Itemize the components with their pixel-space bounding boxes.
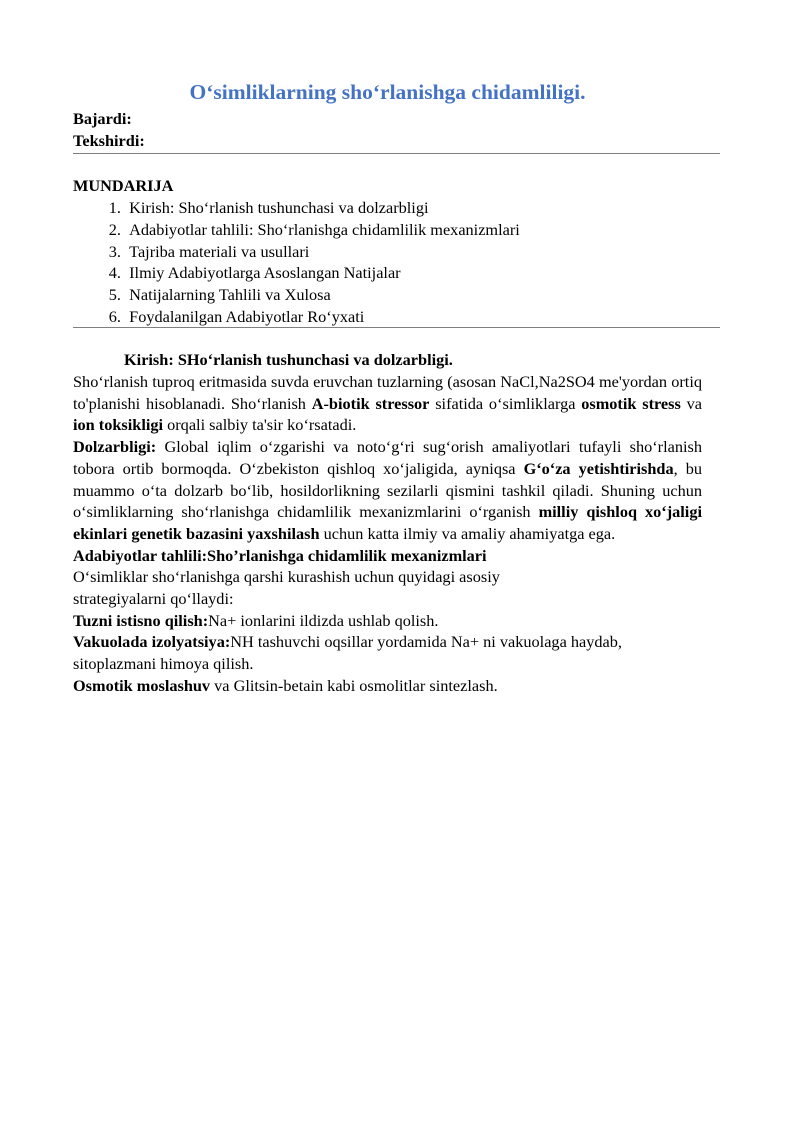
bold-term: milliy qishloq xo‘jaligi ekinlari genetik bazasini yaxshilash: [73, 502, 702, 543]
toc-item-text: Kirish: Sho‘rlanish tushunchasi va dolzarbligi: [129, 198, 429, 218]
bold-term: A-biotik stressor: [311, 393, 430, 413]
text-run: , bu muammo o‘ta dolzarb bo‘lib, hosildorlikning sezilarli qismini tashkil qiladi. Shuning uchun o‘simliklarning sho‘rlanishga chidamlilik mexanizmlarini o‘rganish: [73, 458, 702, 522]
toc-item: [73, 284, 702, 306]
text-run: va: [680, 393, 702, 413]
text-run: uchun katta ilmiy va amaliy ahamiyatga ega.: [319, 523, 616, 543]
spacer: [73, 154, 702, 175]
text-run: sifatida o‘simliklarga: [429, 393, 582, 413]
mechanism-label: Tuzni istisno qilish:: [73, 610, 209, 630]
bold-term: Dolzarbligi:: [73, 437, 157, 457]
toc-item: [73, 241, 702, 263]
document-title: O‘simliklarning sho‘rlanishga chidamliligi.: [189, 80, 586, 104]
bold-term: G‘o‘za yetishtirishda: [523, 458, 674, 478]
toc-item-text: Foydalanilgan Adabiyotlar Ro‘yxati: [129, 306, 365, 326]
table-of-contents: [73, 197, 702, 327]
intro-heading: Kirish: SHo‘rlanish tushunchasi va dolzarbligi.: [124, 350, 453, 370]
intro-paragraph: [73, 371, 702, 436]
toc-item-number: 6.: [108, 306, 121, 326]
mechanism-text: Na+ ionlarini ildizda ushlab qolish.: [208, 610, 439, 630]
text-run: orqali salbiy ta'sir ko‘rsatadi.: [163, 415, 357, 435]
toc-item: [73, 197, 702, 219]
divider-toc: [73, 327, 720, 328]
relevance-paragraph: [73, 436, 702, 545]
tekshirdi-label: Tekshirdi:: [73, 130, 145, 150]
bold-term: ion toksikligi: [73, 415, 164, 435]
mechanism-item: [73, 610, 702, 632]
toc-item: [73, 306, 702, 328]
toc-item-text: Ilmiy Adabiyotlarga Asoslangan Natijalar: [129, 263, 401, 283]
literature-line: strategiyalarni qo‘llaydi:: [73, 589, 234, 609]
toc-item-text: Tajriba materiali va usullari: [129, 241, 310, 261]
toc-item-number: 1.: [108, 198, 121, 218]
toc-item: [73, 219, 702, 241]
mechanism-item: [73, 631, 702, 674]
text-run: Global iqlim o‘zgarishi va noto‘g‘ri sug‘orish amaliyotlari tufayli sho‘rlanish tobora ortib bormoqda. O‘zbekiston qishloq xo‘jaligida, ayniqsa: [73, 437, 702, 478]
bajardi-label: Bajardi:: [73, 109, 132, 128]
toc-item-number: 5.: [108, 284, 121, 304]
toc-item-text: Natijalarning Tahlili va Xulosa: [129, 284, 331, 304]
mechanism-text: NH tashuvchi oqsillar yordamida Na+ ni vakuolaga haydab, sitoplazmani himoya qilish.: [73, 632, 622, 674]
text-run: Sho‘rlanish tuproq eritmasida suvda eruvchan tuzlarning (asosan NaCl,Na2SO4 me'yordan ortiq to'planishi hisoblanadi. Sho‘rlanish: [73, 372, 702, 413]
toc-item-number: 4.: [108, 263, 121, 283]
mechanism-label: Vakuolada izolyatsiya:: [73, 632, 231, 652]
toc-item: [73, 262, 702, 284]
toc-heading: MUNDARIJA: [73, 176, 174, 196]
toc-item-number: 3.: [108, 241, 121, 261]
literature-heading: Adabiyotlar tahlili:Sho’rlanishga chidamlilik mexanizmlari: [73, 545, 487, 565]
literature-line: O‘simliklar sho‘rlanishga qarshi kurashish uchun quyidagi asosiy: [73, 567, 500, 587]
mechanism-item: [73, 675, 702, 697]
mechanism-label: Osmotik moslashuv: [73, 675, 211, 695]
toc-item-number: 2.: [108, 219, 121, 239]
mechanism-text: va Glitsin-betain kabi osmolitlar sintezlash.: [210, 675, 498, 695]
bold-term: osmotik stress: [581, 393, 681, 413]
document-content: [73, 78, 702, 697]
toc-item-text: Adabiyotlar tahlili: Sho‘rlanishga chidamlilik mexanizmlari: [129, 219, 520, 239]
